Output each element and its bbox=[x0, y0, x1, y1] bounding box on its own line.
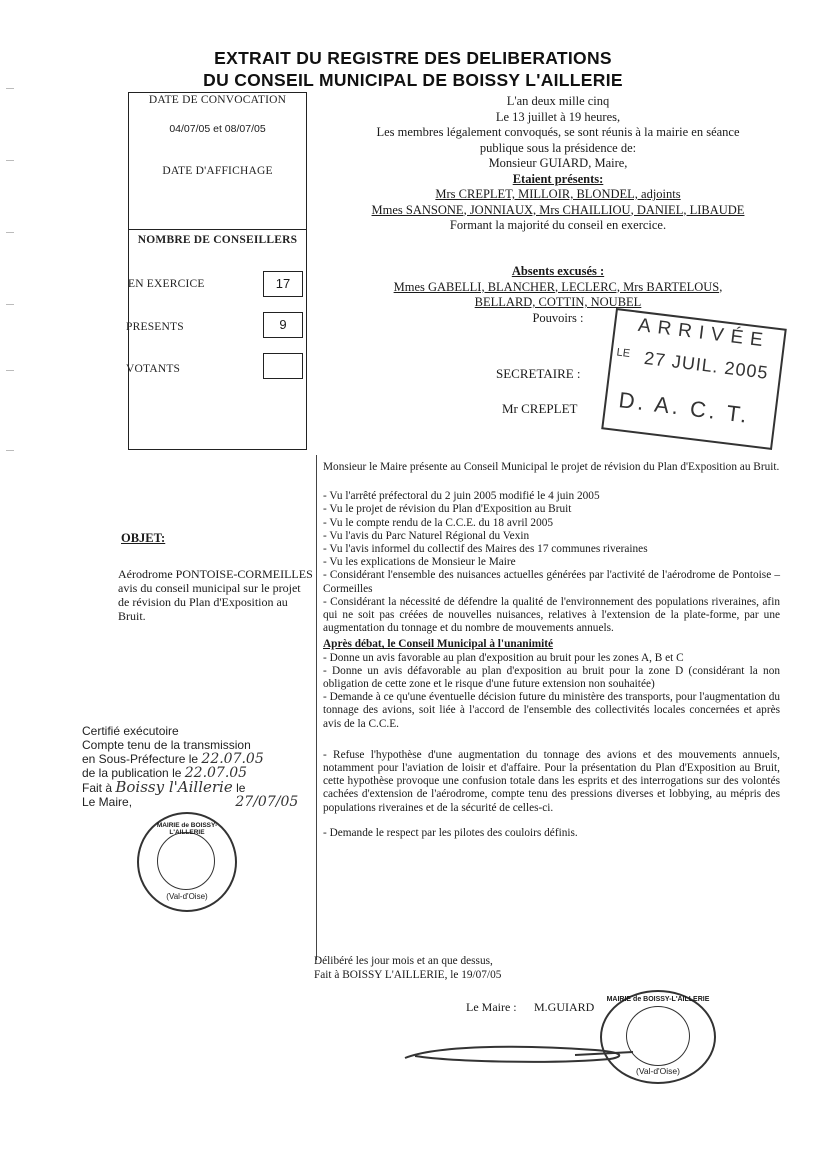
cert-place: Boissy l'Aillerie bbox=[115, 778, 233, 796]
vu-item: - Considérant l'ensemble des nuisances actuelles générées par l'activité de l'aérodrome de Pontoise – Cormeilles bbox=[323, 569, 780, 595]
presents-value: 9 bbox=[263, 312, 303, 338]
vu-item: - Vu le projet de révision du Plan d'Exposition au Bruit bbox=[323, 503, 572, 516]
seal-bottom-text: (Val-d'Oise) bbox=[636, 1066, 680, 1076]
document-title: EXTRAIT DU REGISTRE DES DELIBERATIONS bbox=[214, 48, 612, 68]
presents-label: PRESENTS bbox=[126, 321, 184, 333]
apres-debat: Après débat, le Conseil Municipal à l'unanimité bbox=[323, 638, 554, 651]
pouvoirs-label: Pouvoirs : bbox=[532, 310, 584, 325]
decision-item: - Donne un avis défavorable au plan d'exposition au bruit pour la zone D (considérant la non obligation de cette zone et le risque d'une future extension non souhaitée) bbox=[323, 664, 780, 691]
secretaire-label: SECRETAIRE : bbox=[496, 366, 581, 381]
seal-bottom-text: (Val-d'Oise) bbox=[166, 892, 208, 901]
majorite-text: Formant la majorité du conseil en exercice. bbox=[449, 218, 667, 232]
margin-tick bbox=[6, 232, 14, 233]
conseillers-label: NOMBRE DE CONSEILLERS bbox=[137, 234, 298, 246]
decision-item: - Demande à ce qu'une éventuelle décision future du ministère des transports, pour l'augmentation du tonnage des avions, soit liée à l'accord de l'ensemble des collectivités locales concernées et après avis de la C.C.E. bbox=[323, 691, 780, 730]
arrival-stamp bbox=[601, 308, 787, 450]
vu-item: - Considérant la nécessité de défendre la qualité de l'environnement des populations riveraines, afin qui ne soit pas créées de nouvelles nuisances, relatives à l'extension de la plate-forme, par une augmentation du tonnage et du nombre de mouvements annuels. bbox=[323, 595, 780, 635]
cert-line-4: de la publication le bbox=[82, 766, 182, 780]
cert-date-souspref: 22.07.05 bbox=[201, 751, 264, 767]
body-intro: Monsieur le Maire présente au Conseil Municipal le projet de révision du Plan d'Exposition au Bruit. bbox=[323, 461, 780, 473]
seal-inner-ring bbox=[157, 832, 215, 890]
margin-tick bbox=[6, 370, 14, 371]
vu-item: - Vu le compte rendu de la C.C.E. du 18 avril 2005 bbox=[323, 516, 554, 529]
box-divider bbox=[129, 229, 306, 230]
certification-block bbox=[82, 724, 298, 809]
maire-label: Le Maire : bbox=[466, 1000, 517, 1014]
decision-item: - Donne un avis favorable au plan d'exposition au bruit pour les zones A, B et C bbox=[323, 651, 684, 664]
vu-item: - Vu l'avis informel du collectif des Maires des 17 communes riveraines bbox=[323, 543, 648, 556]
stamp-service: D. A. C. T. bbox=[617, 387, 752, 428]
cert-line-6: Le Maire, bbox=[82, 795, 133, 809]
cert-line-5-end: le bbox=[236, 781, 246, 795]
document-subtitle: DU CONSEIL MUNICIPAL DE BOISSY L'AILLERIE bbox=[203, 70, 623, 90]
affichage-label: DATE D'AFFICHAGE bbox=[162, 165, 273, 177]
seal-top-text: MAIRIE de BOISSY-L'AILLERIE bbox=[606, 996, 710, 1003]
cert-line-5: Fait à bbox=[82, 781, 113, 795]
margin-tick bbox=[6, 160, 14, 161]
objet-label: OBJET: bbox=[121, 531, 166, 545]
votants-value bbox=[263, 353, 303, 379]
closing-block bbox=[314, 954, 501, 982]
convocation-label: DATE DE CONVOCATION bbox=[148, 94, 287, 106]
seal-inner-ring bbox=[626, 1006, 690, 1066]
margin-tick bbox=[6, 450, 14, 451]
respect-item: - Demande le respect par les pilotes des couloirs définis. bbox=[323, 826, 578, 839]
secretaire-name: Mr CREPLET bbox=[502, 401, 578, 416]
exercice-value: 17 bbox=[263, 271, 303, 297]
votants-label: VOTANTS bbox=[126, 363, 181, 375]
stamp-le: LE bbox=[615, 346, 631, 360]
column-separator bbox=[316, 455, 317, 960]
session-maire: Monsieur GUIARD, Maire, bbox=[488, 156, 628, 170]
absents-line-1: Mmes GABELLI, BLANCHER, LECLERC, Mrs BARTELOUS, bbox=[393, 279, 723, 294]
stamp-arrivee: ARRIVÉE bbox=[636, 314, 771, 352]
session-date: Le 13 juillet à 19 heures, bbox=[495, 109, 621, 124]
absents-label: Absents excusés : bbox=[511, 264, 605, 278]
stamp-date: 27 JUIL. 2005 bbox=[642, 347, 770, 383]
margin-tick bbox=[6, 304, 14, 305]
vu-item: - Vu l'avis du Parc Naturel Régional du Vexin bbox=[323, 529, 530, 542]
fait-text: Fait à BOISSY L'AILLERIE, le 19/07/05 bbox=[314, 969, 502, 981]
mairie-seal bbox=[600, 990, 716, 1084]
mairie-seal bbox=[137, 812, 237, 912]
session-members: Les membres légalement convoqués, se sont réunis à la mairie en séance bbox=[376, 125, 740, 139]
present-label: Etaient présents: bbox=[512, 171, 604, 186]
maire-name: M.GUIARD bbox=[534, 1000, 595, 1014]
present-adjoints: Mrs CREPLET, MILLOIR, BLONDEL, adjoints bbox=[435, 187, 681, 201]
session-year: L'an deux mille cinq bbox=[506, 94, 610, 108]
cert-line-1: Certifié exécutoire bbox=[82, 724, 179, 738]
vu-item: - Vu l'arrêté préfectoral du 2 juin 2005 modifié le 4 juin 2005 bbox=[323, 490, 600, 503]
delibere-text: Délibéré les jour mois et an que dessus, bbox=[314, 955, 493, 967]
seal-top-text: MAIRIE de BOISSY-L'AILLERIE bbox=[156, 822, 218, 836]
session-block bbox=[318, 94, 798, 234]
refuse-item: - Refuse l'hypothèse d'une augmentation du tonnage des avions et des mouvements annuels, notamment pour l'aviation de loisir et d'affaire. Pour la présentation du Plan d'Exposition au Bruit, cette hypothèse provoque une confusion totale dans les esprits et des interrogations sur des volontés cachées d'extension de l'aérodrome, compte tenu des pressions diverses et lobbying, au mépris des populations riveraines et de la sécurité de celles-ci. bbox=[323, 748, 780, 814]
cert-line-3: en Sous-Préfecture le bbox=[82, 752, 199, 766]
convocation-dates: 04/07/05 et 08/07/05 bbox=[169, 123, 266, 135]
objet-text: Aérodrome PONTOISE-CORMEILLES avis du conseil municipal sur le projet de révision du Plan d'Exposition au Bruit. bbox=[118, 567, 313, 623]
cert-date-signature: 27/07/05 bbox=[235, 794, 299, 810]
cert-line-2: Compte tenu de la transmission bbox=[82, 738, 251, 752]
absents-block bbox=[318, 264, 798, 326]
absents-line-2: BELLARD, COTTIN, NOUBEL bbox=[474, 295, 642, 309]
exercice-label: EN EXERCICE bbox=[128, 278, 205, 290]
deliberation-body bbox=[323, 461, 780, 840]
present-members: Mmes SANSONE, JONNIAUX, Mrs CHAILLIOU, DANIEL, LIBAUDE bbox=[371, 202, 745, 217]
cert-date-publication: 22.07.05 bbox=[184, 765, 248, 781]
vu-item: - Vu les explications de Monsieur le Maire bbox=[323, 556, 516, 569]
session-presidence: publique sous la présidence de: bbox=[479, 140, 637, 155]
